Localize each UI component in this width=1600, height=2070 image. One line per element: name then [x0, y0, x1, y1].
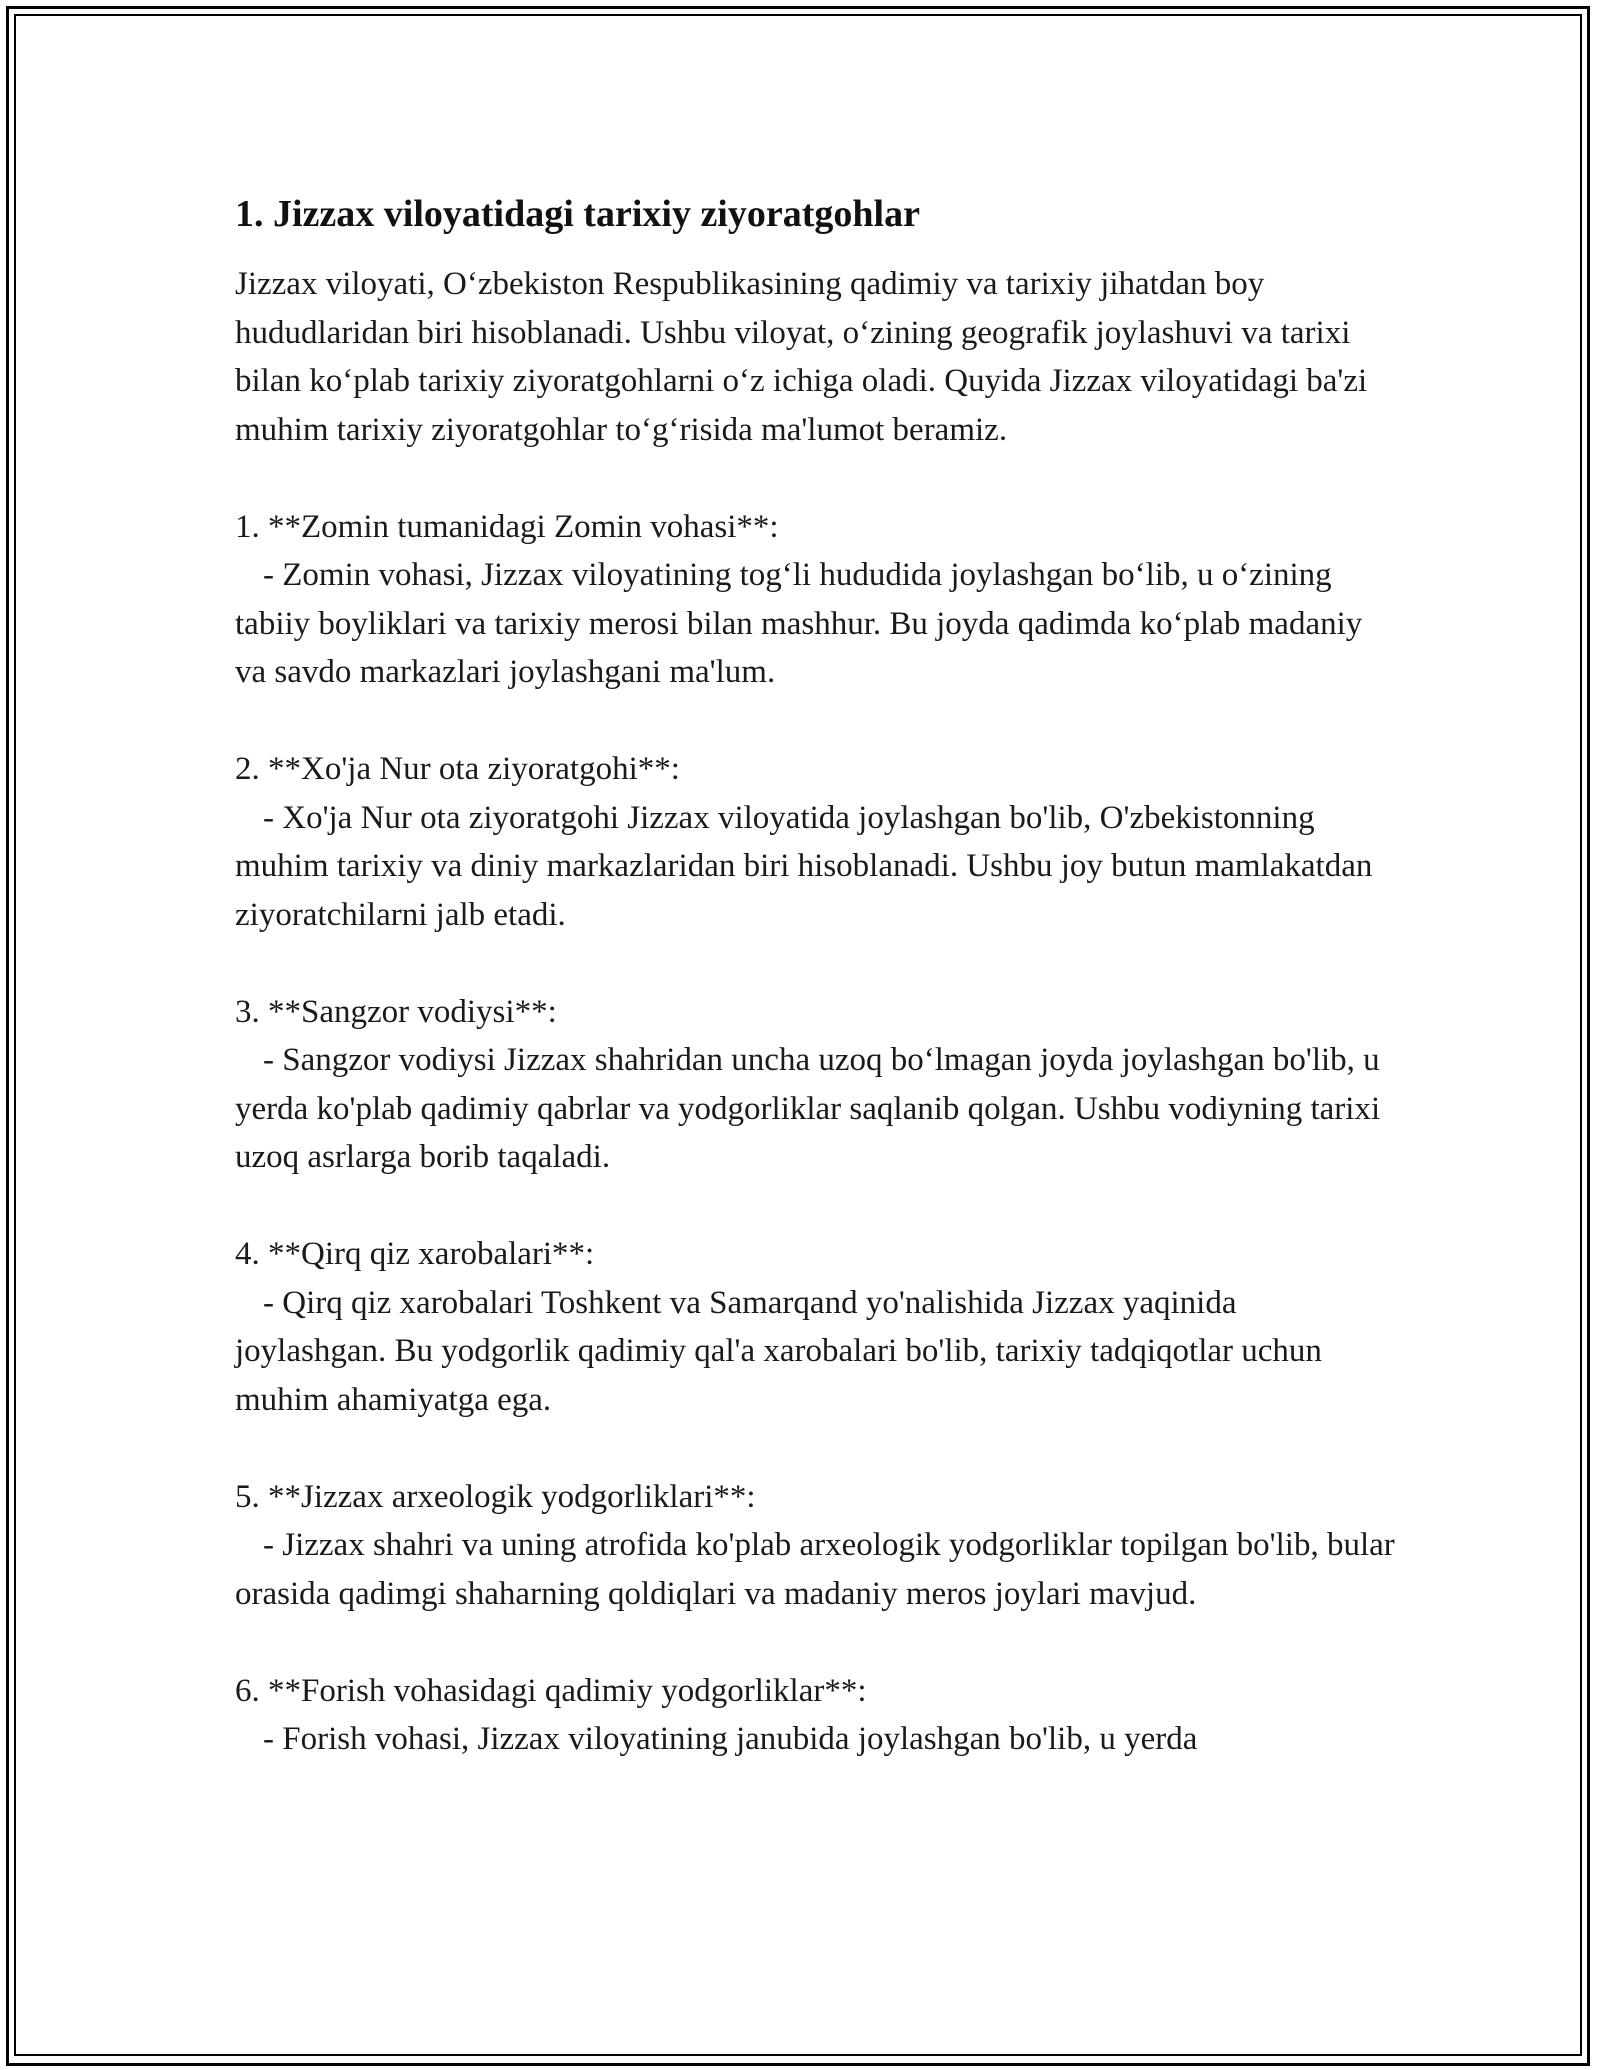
- list-item: [235, 1473, 1395, 1619]
- document-page: [235, 186, 1395, 1764]
- list-item-heading: 1. **Zomin tumanidagi Zomin vohasi**:: [235, 508, 779, 545]
- list-item-heading: 5. **Jizzax arxeologik yodgorliklari**:: [235, 1478, 756, 1515]
- list-item: [235, 988, 1395, 1182]
- list-item-body: - Qirq qiz xarobalari Toshkent va Samarqand yo'nalishida Jizzax yaqinida joylashgan. Bu yodgorlik qadimiy qal'a xarobalari bo'lib, tarixiy tadqiqotlar uchun muhim ahamiyatga ega.: [235, 1284, 1322, 1418]
- list-item-heading: 2. **Xo'ja Nur ota ziyoratgohi**:: [235, 751, 680, 787]
- list-item-heading: 6. **Forish vohasidagi qadimiy yodgorliklar**:: [235, 1672, 867, 1709]
- list-item-heading: 4. **Qirq qiz xarobalari**:: [235, 1236, 595, 1272]
- intro-paragraph: Jizzax viloyati, O‘zbekiston Respublikasining qadimiy va tarixiy jihatdan boy hududlaridan biri hisoblanadi. Ushbu viloyat, o‘zining geografik joylashuvi va tarixi bilan ko‘plab tarixiy ziyoratgohlarni o‘z ichiga oladi. Quyida Jizzax viloyatidagi ba'zi muhim tarixiy ziyoratgohlar to‘g‘risida ma'lumot beramiz.: [235, 266, 1368, 448]
- list-item-body: - Sangzor vodiysi Jizzax shahridan uncha uzoq bo‘lmagan joyda joylashgan bo'lib, u yerda ko'plab qadimiy qabrlar va yodgorliklar saqlanib qolgan. Ushbu vodiyning tarixi uzoq asrlarga borib taqaladi.: [235, 1042, 1381, 1175]
- list-item: [235, 1667, 1395, 1764]
- list-item-body: - Zomin vohasi, Jizzax viloyatining tog‘li hududida joylashgan bo‘lib, u o‘zining tabiiy boyliklari va tarixiy merosi bilan mashhur. Bu joyda qadimda ko‘plab madaniy va savdo markazlari joylashgani ma'lum.: [235, 557, 1363, 690]
- list-item-body: - Xo'ja Nur ota ziyoratgohi Jizzax viloyatida joylashgan bo'lib, O'zbekistonning muhim tarixiy va diniy markazlaridan biri hisoblanadi. Ushbu joy butun mamlakatdan ziyoratchilarni jalb etadi.: [235, 799, 1373, 933]
- list-item-heading: 3. **Sangzor vodiysi**:: [235, 993, 557, 1030]
- list-item: [235, 745, 1395, 939]
- list-item-body: - Forish vohasi, Jizzax viloyatining janubida joylashgan bo'lib, u yerda: [263, 1721, 1198, 1757]
- list-item: [235, 503, 1395, 697]
- list-item-body: - Jizzax shahri va uning atrofida ko'plab arxeologik yodgorliklar topilgan bo'lib, bular orasida qadimgi shaharning qoldiqlari va madaniy meros joylari mavjud.: [235, 1527, 1395, 1612]
- document-title: 1. Jizzax viloyatidagi tarixiy ziyoratgohlar: [235, 193, 920, 235]
- list-item: [235, 1230, 1395, 1424]
